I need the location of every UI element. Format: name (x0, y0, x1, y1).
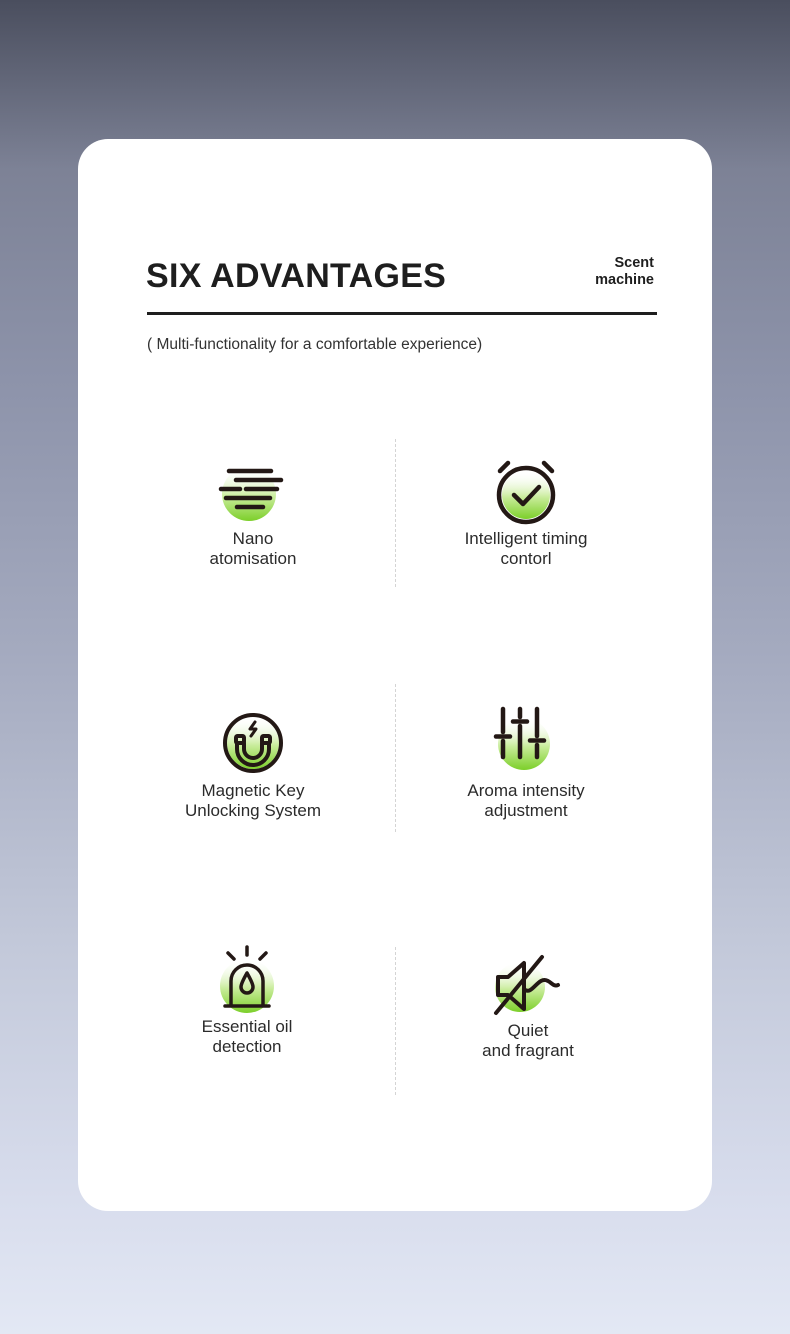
feature-essential-oil-detection (117, 941, 377, 1057)
feature-aroma-intensity (396, 705, 656, 821)
sliders-icon (488, 705, 564, 781)
alarm-clock-check-icon (488, 453, 564, 529)
page-title: SIX ADVANTAGES (146, 257, 447, 295)
nano-mist-icon (215, 453, 291, 529)
feature-nano-atomisation (123, 453, 383, 569)
tagline-line-2: machine (595, 272, 654, 288)
feature-quiet-and-fragrant (398, 945, 658, 1061)
feature-label: Quiet and fragrant (482, 1021, 574, 1060)
feature-label: Aroma intensity adjustment (467, 781, 585, 820)
mute-speaker-icon (490, 945, 566, 1021)
advantages-card (78, 139, 712, 1211)
feature-label: Nano atomisation (209, 529, 297, 568)
title-underline (147, 312, 657, 315)
feature-label: Essential oil detection (201, 1017, 293, 1056)
column-divider (395, 947, 396, 1095)
feature-label: Intelligent timing contorl (464, 529, 588, 568)
magnet-icon (215, 705, 291, 781)
feature-magnetic-key (123, 705, 383, 821)
tagline-line-1: Scent (614, 255, 654, 271)
product-tagline (534, 255, 654, 289)
subtitle: ( Multi-functionality for a comfortable experience) (147, 336, 483, 353)
feature-intelligent-timing (396, 453, 656, 569)
alarm-light-drop-icon (209, 941, 285, 1017)
feature-label: Magnetic Key Unlocking System (184, 781, 322, 820)
